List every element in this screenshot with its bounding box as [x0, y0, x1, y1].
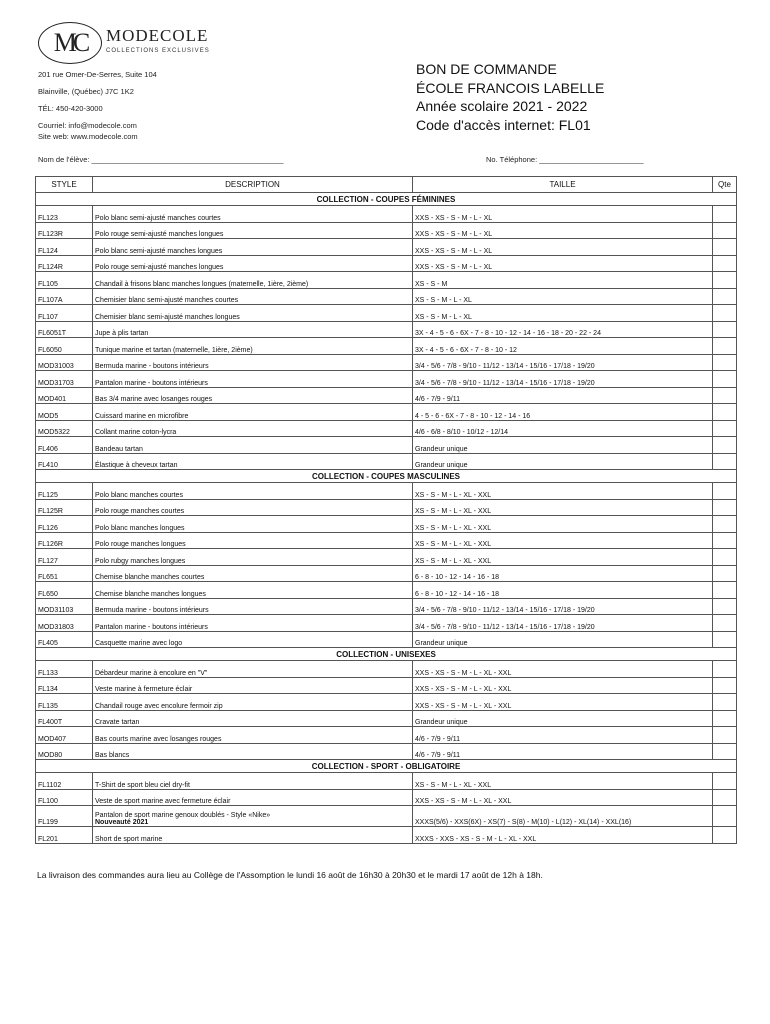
- order-table: [35, 176, 737, 844]
- table-row: [36, 773, 737, 790]
- style-cell: MOD31803: [36, 615, 93, 632]
- description-cell: Polo rouge semi-ajusté manches longues: [93, 222, 413, 239]
- taille-cell: XS - S - M - L - XL - XXL: [413, 499, 713, 516]
- qte-input-cell[interactable]: [713, 532, 737, 549]
- taille-cell: Grandeur unique: [413, 710, 713, 727]
- taille-cell: XS - S - M - L - XL: [413, 288, 713, 305]
- qte-input-cell[interactable]: [713, 354, 737, 371]
- table-row: [36, 206, 737, 223]
- style-cell: FL124R: [36, 255, 93, 272]
- taille-cell: 3/4 - 5/6 - 7/8 - 9/10 - 11/12 - 13/14 - 15/16 - 17/18 - 19/20: [413, 615, 713, 632]
- taille-cell: Grandeur unique: [413, 437, 713, 454]
- description-cell: Chandail à frisons blanc manches longues (maternelle, 1ière, 2ième): [93, 272, 413, 289]
- style-cell: FL125: [36, 483, 93, 500]
- section-header-row: [36, 760, 737, 773]
- description-cell: Polo rouge manches longues: [93, 532, 413, 549]
- table-header-row: [36, 177, 737, 193]
- taille-cell: XXS - XS - S - M - L - XL: [413, 222, 713, 239]
- taille-cell: Grandeur unique: [413, 631, 713, 648]
- style-cell: FL124: [36, 239, 93, 256]
- table-row: [36, 516, 737, 533]
- table-row: [36, 565, 737, 582]
- address-city: Blainville, (Québec) J7C 1K2: [38, 87, 134, 96]
- description-cell: Bas blancs: [93, 743, 413, 760]
- qte-input-cell[interactable]: [713, 499, 737, 516]
- style-cell: FL107: [36, 305, 93, 322]
- style-cell: FL406: [36, 437, 93, 454]
- table-row: [36, 598, 737, 615]
- table-row: [36, 483, 737, 500]
- table-row: [36, 499, 737, 516]
- qte-input-cell[interactable]: [713, 773, 737, 790]
- qte-input-cell[interactable]: [713, 420, 737, 437]
- taille-cell: XXS - XS - S - M - L - XL: [413, 206, 713, 223]
- taille-cell: XS - S - M - L - XL - XXL: [413, 483, 713, 500]
- style-cell: FL651: [36, 565, 93, 582]
- description-cell: Élastique à cheveux tartan: [93, 453, 413, 470]
- brand-tagline: COLLECTIONS EXCLUSIVES: [106, 48, 210, 54]
- style-cell: FL405: [36, 631, 93, 648]
- table-row: [36, 743, 737, 760]
- section-title: COLLECTION - SPORT - OBLIGATOIRE: [36, 760, 737, 773]
- taille-cell: XS - S - M - L - XL - XXL: [413, 532, 713, 549]
- table-row: [36, 694, 737, 711]
- section-header-row: [36, 470, 737, 483]
- table-row: [36, 387, 737, 404]
- taille-cell: 4/6 - 7/9 - 9/11: [413, 727, 713, 744]
- table-row: [36, 354, 737, 371]
- qte-input-cell[interactable]: [713, 516, 737, 533]
- description-cell: Chemise blanche manches longues: [93, 582, 413, 599]
- style-cell: FL125R: [36, 499, 93, 516]
- taille-cell: 3/4 - 5/6 - 7/8 - 9/10 - 11/12 - 13/14 - 15/16 - 17/18 - 19/20: [413, 354, 713, 371]
- style-cell: MOD5: [36, 404, 93, 421]
- style-cell: FL107A: [36, 288, 93, 305]
- description-cell: Pantalon marine - boutons intérieurs: [93, 615, 413, 632]
- address-block: [38, 66, 157, 142]
- table-row: [36, 827, 737, 844]
- style-cell: FL199: [36, 806, 93, 827]
- qte-input-cell[interactable]: [713, 272, 737, 289]
- qte-input-cell[interactable]: [713, 631, 737, 648]
- style-cell: MOD5322: [36, 420, 93, 437]
- table-row: [36, 321, 737, 338]
- style-cell: FL133: [36, 661, 93, 678]
- description-cell: Veste marine à fermeture éclair: [93, 677, 413, 694]
- description-cell: Polo blanc semi-ajusté manches longues: [93, 239, 413, 256]
- table-row: [36, 272, 737, 289]
- description-cell: T-Shirt de sport bleu ciel dry-fit: [93, 773, 413, 790]
- qte-input-cell[interactable]: [713, 255, 737, 272]
- style-cell: FL400T: [36, 710, 93, 727]
- style-cell: FL135: [36, 694, 93, 711]
- qte-input-cell[interactable]: [713, 615, 737, 632]
- taille-cell: XS - S - M - L - XL: [413, 305, 713, 322]
- student-name-field[interactable]: Nom de l'élève: ______________________________________________: [38, 155, 284, 164]
- description-cell: Polo rouge manches courtes: [93, 499, 413, 516]
- style-cell: MOD80: [36, 743, 93, 760]
- description-cell: Veste de sport marine avec fermeture éclair: [93, 789, 413, 806]
- qte-input-cell[interactable]: [713, 694, 737, 711]
- section-header-row: [36, 648, 737, 661]
- logo-monogram: MC: [53, 28, 87, 57]
- style-cell: FL1102: [36, 773, 93, 790]
- qte-input-cell[interactable]: [713, 305, 737, 322]
- table-row: [36, 710, 737, 727]
- qte-input-cell[interactable]: [713, 827, 737, 844]
- qte-input-cell[interactable]: [713, 598, 737, 615]
- qte-input-cell[interactable]: [713, 483, 737, 500]
- description-cell: Polo rubgy manches longues: [93, 549, 413, 566]
- description-cell: Pantalon marine - boutons intérieurs: [93, 371, 413, 388]
- style-cell: FL6050: [36, 338, 93, 355]
- style-cell: FL123: [36, 206, 93, 223]
- description-cell: Bermuda marine - boutons intérieurs: [93, 598, 413, 615]
- table-row: [36, 615, 737, 632]
- description-cell: Polo blanc manches courtes: [93, 483, 413, 500]
- qte-input-cell[interactable]: [713, 404, 737, 421]
- taille-cell: 4/6 - 7/9 - 9/11: [413, 387, 713, 404]
- qte-input-cell[interactable]: [713, 387, 737, 404]
- taille-cell: XXS - XS - S - M - L - XL - XXL: [413, 677, 713, 694]
- taille-cell: 3/4 - 5/6 - 7/8 - 9/10 - 11/12 - 13/14 - 15/16 - 17/18 - 19/20: [413, 598, 713, 615]
- heading-school: ÉCOLE FRANCOIS LABELLE: [416, 79, 605, 96]
- table-row: [36, 255, 737, 272]
- section-title: COLLECTION - UNISEXES: [36, 648, 737, 661]
- address-phone: TÉL: 450-420-3000: [38, 104, 103, 113]
- heading-access-code: Code d'accès internet: FL01: [416, 116, 591, 133]
- taille-cell: XS - S - M - L - XL - XXL: [413, 773, 713, 790]
- style-cell: FL410: [36, 453, 93, 470]
- description-cell: Polo rouge semi-ajusté manches longues: [93, 255, 413, 272]
- address-web: Site web: www.modecole.com: [38, 132, 138, 141]
- table-row: [36, 661, 737, 678]
- table-row: [36, 437, 737, 454]
- style-cell: FL100: [36, 789, 93, 806]
- qte-input-cell[interactable]: [713, 549, 737, 566]
- description-cell: Cuissard marine en microfibre: [93, 404, 413, 421]
- taille-cell: 3X - 4 - 5 - 6 - 6X - 7 - 8 - 10 - 12 - 14 - 16 - 18 - 20 - 22 - 24: [413, 321, 713, 338]
- heading-title: BON DE COMMANDE: [416, 61, 557, 77]
- taille-cell: XS - S - M - L - XL - XXL: [413, 516, 713, 533]
- qte-input-cell[interactable]: [713, 222, 737, 239]
- taille-cell: XS - S - M - L - XL - XXL: [413, 549, 713, 566]
- table-row: [36, 305, 737, 322]
- description-cell: Collant marine coton-lycra: [93, 420, 413, 437]
- taille-cell: XXS - XS - S - M - L - XL: [413, 255, 713, 272]
- description-cell: Chemise blanche manches courtes: [93, 565, 413, 582]
- table-row: [36, 338, 737, 355]
- section-title: COLLECTION - COUPES MASCULINES: [36, 470, 737, 483]
- qte-input-cell[interactable]: [713, 206, 737, 223]
- brand-name: MODECOLE: [106, 26, 209, 45]
- description-cell: Polo blanc manches longues: [93, 516, 413, 533]
- description-cell: Bas 3/4 marine avec losanges rouges: [93, 387, 413, 404]
- taille-cell: XXS - XS - S - M - L - XL - XXL: [413, 789, 713, 806]
- style-cell: MOD407: [36, 727, 93, 744]
- description-cell: Polo blanc semi-ajusté manches courtes: [93, 206, 413, 223]
- style-cell: FL134: [36, 677, 93, 694]
- table-row: [36, 806, 737, 827]
- qte-input-cell[interactable]: [713, 565, 737, 582]
- style-cell: MOD401: [36, 387, 93, 404]
- address-street: 201 rue Omer-De-Serres, Suite 104: [38, 70, 157, 79]
- description-cell: Cravate tartan: [93, 710, 413, 727]
- taille-cell: 4/6 - 6/8 - 8/10 - 10/12 - 12/14: [413, 420, 713, 437]
- table-row: [36, 631, 737, 648]
- qte-input-cell[interactable]: [713, 677, 737, 694]
- table-row: [36, 288, 737, 305]
- table-row: [36, 677, 737, 694]
- description-cell: Chemisier blanc semi-ajusté manches courtes: [93, 288, 413, 305]
- address-email: Courriel: info@modecole.com: [38, 121, 137, 130]
- table-row: [36, 420, 737, 437]
- qte-input-cell[interactable]: [713, 453, 737, 470]
- style-cell: FL126R: [36, 532, 93, 549]
- table-row: [36, 727, 737, 744]
- qte-input-cell[interactable]: [713, 239, 737, 256]
- style-cell: FL105: [36, 272, 93, 289]
- taille-cell: 3X - 4 - 5 - 6 - 6X - 7 - 8 - 10 - 12: [413, 338, 713, 355]
- brand-logo: [38, 22, 102, 64]
- header-qte: Qte: [713, 177, 737, 193]
- description-cell: Chemisier blanc semi-ajusté manches longues: [93, 305, 413, 322]
- delivery-note: La livraison des commandes aura lieu au Collège de l'Assomption le lundi 16 août de 16h30 à 20h30 et le mardi 17 août de 12h à 18h.: [37, 870, 543, 880]
- table-row: [36, 453, 737, 470]
- header-description: DESCRIPTION: [93, 177, 413, 193]
- style-cell: MOD31003: [36, 354, 93, 371]
- style-cell: FL127: [36, 549, 93, 566]
- section-header-row: [36, 193, 737, 206]
- taille-cell: 4 - 5 - 6 - 6X - 7 - 8 - 10 - 12 - 14 - 16: [413, 404, 713, 421]
- header-taille: TAILLE: [413, 177, 713, 193]
- qte-input-cell[interactable]: [713, 789, 737, 806]
- taille-cell: 3/4 - 5/6 - 7/8 - 9/10 - 11/12 - 13/14 - 15/16 - 17/18 - 19/20: [413, 371, 713, 388]
- qte-input-cell[interactable]: [713, 727, 737, 744]
- style-cell: MOD31703: [36, 371, 93, 388]
- qte-input-cell[interactable]: [713, 321, 737, 338]
- taille-cell: XS - S - M: [413, 272, 713, 289]
- qte-input-cell[interactable]: [713, 437, 737, 454]
- qte-input-cell[interactable]: [713, 661, 737, 678]
- description-cell: Casquette marine avec logo: [93, 631, 413, 648]
- taille-cell: XXXS(5/6) - XXS(6X) - XS(7) - S(8) - M(10) - L(12) - XL(14) - XXL(16): [413, 806, 713, 827]
- qte-input-cell[interactable]: [713, 288, 737, 305]
- style-cell: FL126: [36, 516, 93, 533]
- table-body: [36, 193, 737, 844]
- table-row: [36, 222, 737, 239]
- style-cell: MOD31103: [36, 598, 93, 615]
- heading-year: Année scolaire 2021 - 2022: [416, 98, 588, 114]
- new-item-note: Nouveauté 2021: [95, 819, 149, 826]
- description-cell: Chandail rouge avec encolure fermoir zip: [93, 694, 413, 711]
- description-cell: Tunique marine et tartan (maternelle, 1ière, 2ième): [93, 338, 413, 355]
- order-heading: [416, 60, 604, 134]
- taille-cell: XXS - XS - S - M - L - XL - XXL: [413, 694, 713, 711]
- section-title: COLLECTION - COUPES FÉMININES: [36, 193, 737, 206]
- style-cell: FL650: [36, 582, 93, 599]
- style-cell: FL201: [36, 827, 93, 844]
- taille-cell: XXS - XS - S - M - L - XL - XXL: [413, 661, 713, 678]
- table-row: [36, 549, 737, 566]
- style-cell: FL6051T: [36, 321, 93, 338]
- taille-cell: 6 - 8 - 10 - 12 - 14 - 16 - 18: [413, 582, 713, 599]
- qte-input-cell[interactable]: [713, 338, 737, 355]
- qte-input-cell[interactable]: [713, 582, 737, 599]
- table-row: [36, 789, 737, 806]
- qte-input-cell[interactable]: [713, 710, 737, 727]
- table-row: [36, 239, 737, 256]
- taille-cell: XXS - XS - S - M - L - XL: [413, 239, 713, 256]
- taille-cell: 6 - 8 - 10 - 12 - 14 - 16 - 18: [413, 565, 713, 582]
- taille-cell: Grandeur unique: [413, 453, 713, 470]
- table-row: [36, 404, 737, 421]
- phone-field[interactable]: No. Téléphone: _________________________: [486, 155, 644, 164]
- taille-cell: 4/6 - 7/9 - 9/11: [413, 743, 713, 760]
- taille-cell: XXXS - XXS - XS - S - M - L - XL - XXL: [413, 827, 713, 844]
- description-text: Pantalon de sport marine genoux doublés - Style «Nike»: [95, 812, 271, 819]
- description-cell: Bermuda marine - boutons intérieurs: [93, 354, 413, 371]
- qte-input-cell[interactable]: [713, 743, 737, 760]
- brand-block: [106, 26, 210, 54]
- table-row: [36, 371, 737, 388]
- table-row: [36, 532, 737, 549]
- description-cell: Bas courts marine avec losanges rouges: [93, 727, 413, 744]
- style-cell: FL123R: [36, 222, 93, 239]
- description-cell: Short de sport marine: [93, 827, 413, 844]
- qte-input-cell[interactable]: [713, 806, 737, 827]
- header-style: STYLE: [36, 177, 93, 193]
- description-cell: Jupe à plis tartan: [93, 321, 413, 338]
- table-row: [36, 582, 737, 599]
- description-cell: Débardeur marine à encolure en "V": [93, 661, 413, 678]
- description-cell: Bandeau tartan: [93, 437, 413, 454]
- description-cell: [93, 806, 413, 827]
- qte-input-cell[interactable]: [713, 371, 737, 388]
